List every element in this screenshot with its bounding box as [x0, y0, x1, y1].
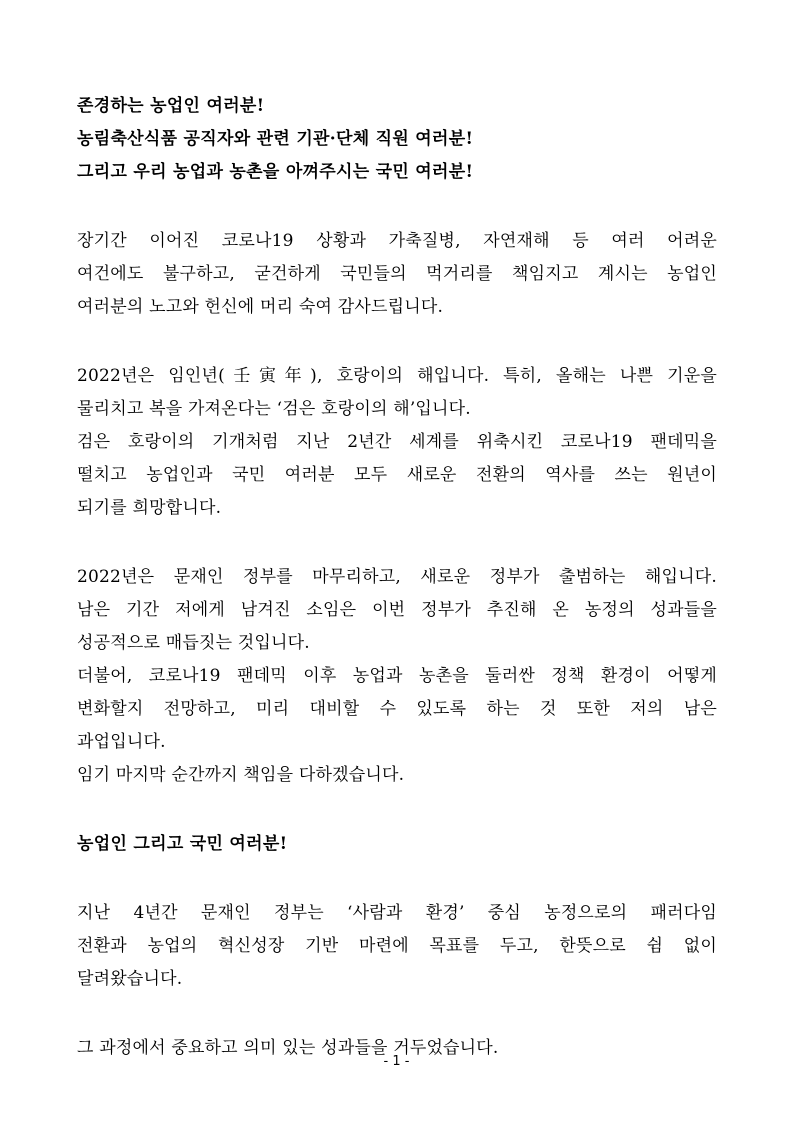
- text-line: 그 과정에서 중요하고 의미 있는 성과들을 거두었습니다.: [77, 1038, 499, 1058]
- paragraph-four-years: [77, 897, 717, 996]
- text-line: 더불어, 코로나19 팬데믹 이후 농업과 농촌을 둘러싼 정책 환경이 어떻게: [77, 666, 717, 686]
- greeting-line: 그리고 우리 농업과 농촌을 아껴주시는 국민 여러분!: [77, 162, 474, 182]
- text-line: 여러분의 노고와 헌신에 머리 숙여 감사드립니다.: [77, 297, 444, 317]
- speech-body: [77, 90, 717, 1065]
- section-heading: 농업인 그리고 국민 여러분!: [77, 834, 288, 854]
- text-line: 검은 호랑이의 기개처럼 지난 2년간 세계를 위축시킨 코로나19 팬데믹을: [77, 432, 717, 452]
- text-line: 떨치고 농업인과 국민 여러분 모두 새로운 전환의 역사를 쓰는 원년이: [77, 465, 717, 485]
- text-line: 전환과 농업의 혁신성장 기반 마련에 목표를 두고, 한뜻으로 쉼 없이: [77, 936, 717, 956]
- greeting-line: 농림축산식품 공직자와 관련 기관·단체 직원 여러분!: [77, 129, 474, 149]
- text-line: 변화할지 전망하고, 미리 대비할 수 있도록 하는 것 또한 저의 남은: [77, 699, 717, 719]
- text-line: 남은 기간 저에게 남겨진 소임은 이번 정부가 추진해 온 농정의 성과들을: [77, 600, 717, 620]
- greeting-line: 존경하는 농업인 여러분!: [77, 96, 265, 116]
- text-line: 장기간 이어진 코로나19 상황과 가축질병, 자연재해 등 여러 어려운: [77, 231, 717, 251]
- text-line: 성공적으로 매듭짓는 것입니다.: [77, 633, 310, 653]
- text-line: 지난 4년간 문재인 정부는 ‘사람과 환경’ 중심 농정으로의 패러다임: [77, 903, 717, 923]
- paragraph-government: [77, 561, 717, 792]
- text-line: 물리치고 복을 가져온다는 ‘검은 호랑이의 해’입니다.: [77, 399, 471, 419]
- page-number: - 1 -: [383, 1054, 410, 1069]
- text-line: 과업입니다.: [77, 732, 166, 752]
- text-line: 달려왔습니다.: [77, 969, 183, 989]
- text-line: 2022년은 임인년(壬寅年), 호랑이의 해입니다. 특히, 올해는 나쁜 기운을: [77, 366, 717, 386]
- text-line: 임기 마지막 순간까지 책임을 다하겠습니다.: [77, 765, 405, 785]
- text-line: 여건에도 불구하고, 굳건하게 국민들의 먹거리를 책임지고 계시는 농업인: [77, 264, 717, 284]
- text-line: 2022년은 문재인 정부를 마무리하고, 새로운 정부가 출범하는 해입니다.: [77, 567, 717, 587]
- paragraph-new-year: [77, 360, 717, 525]
- text-line: 되기를 희망합니다.: [77, 498, 222, 518]
- paragraph-gratitude: [77, 225, 717, 324]
- greeting-block: [77, 90, 717, 189]
